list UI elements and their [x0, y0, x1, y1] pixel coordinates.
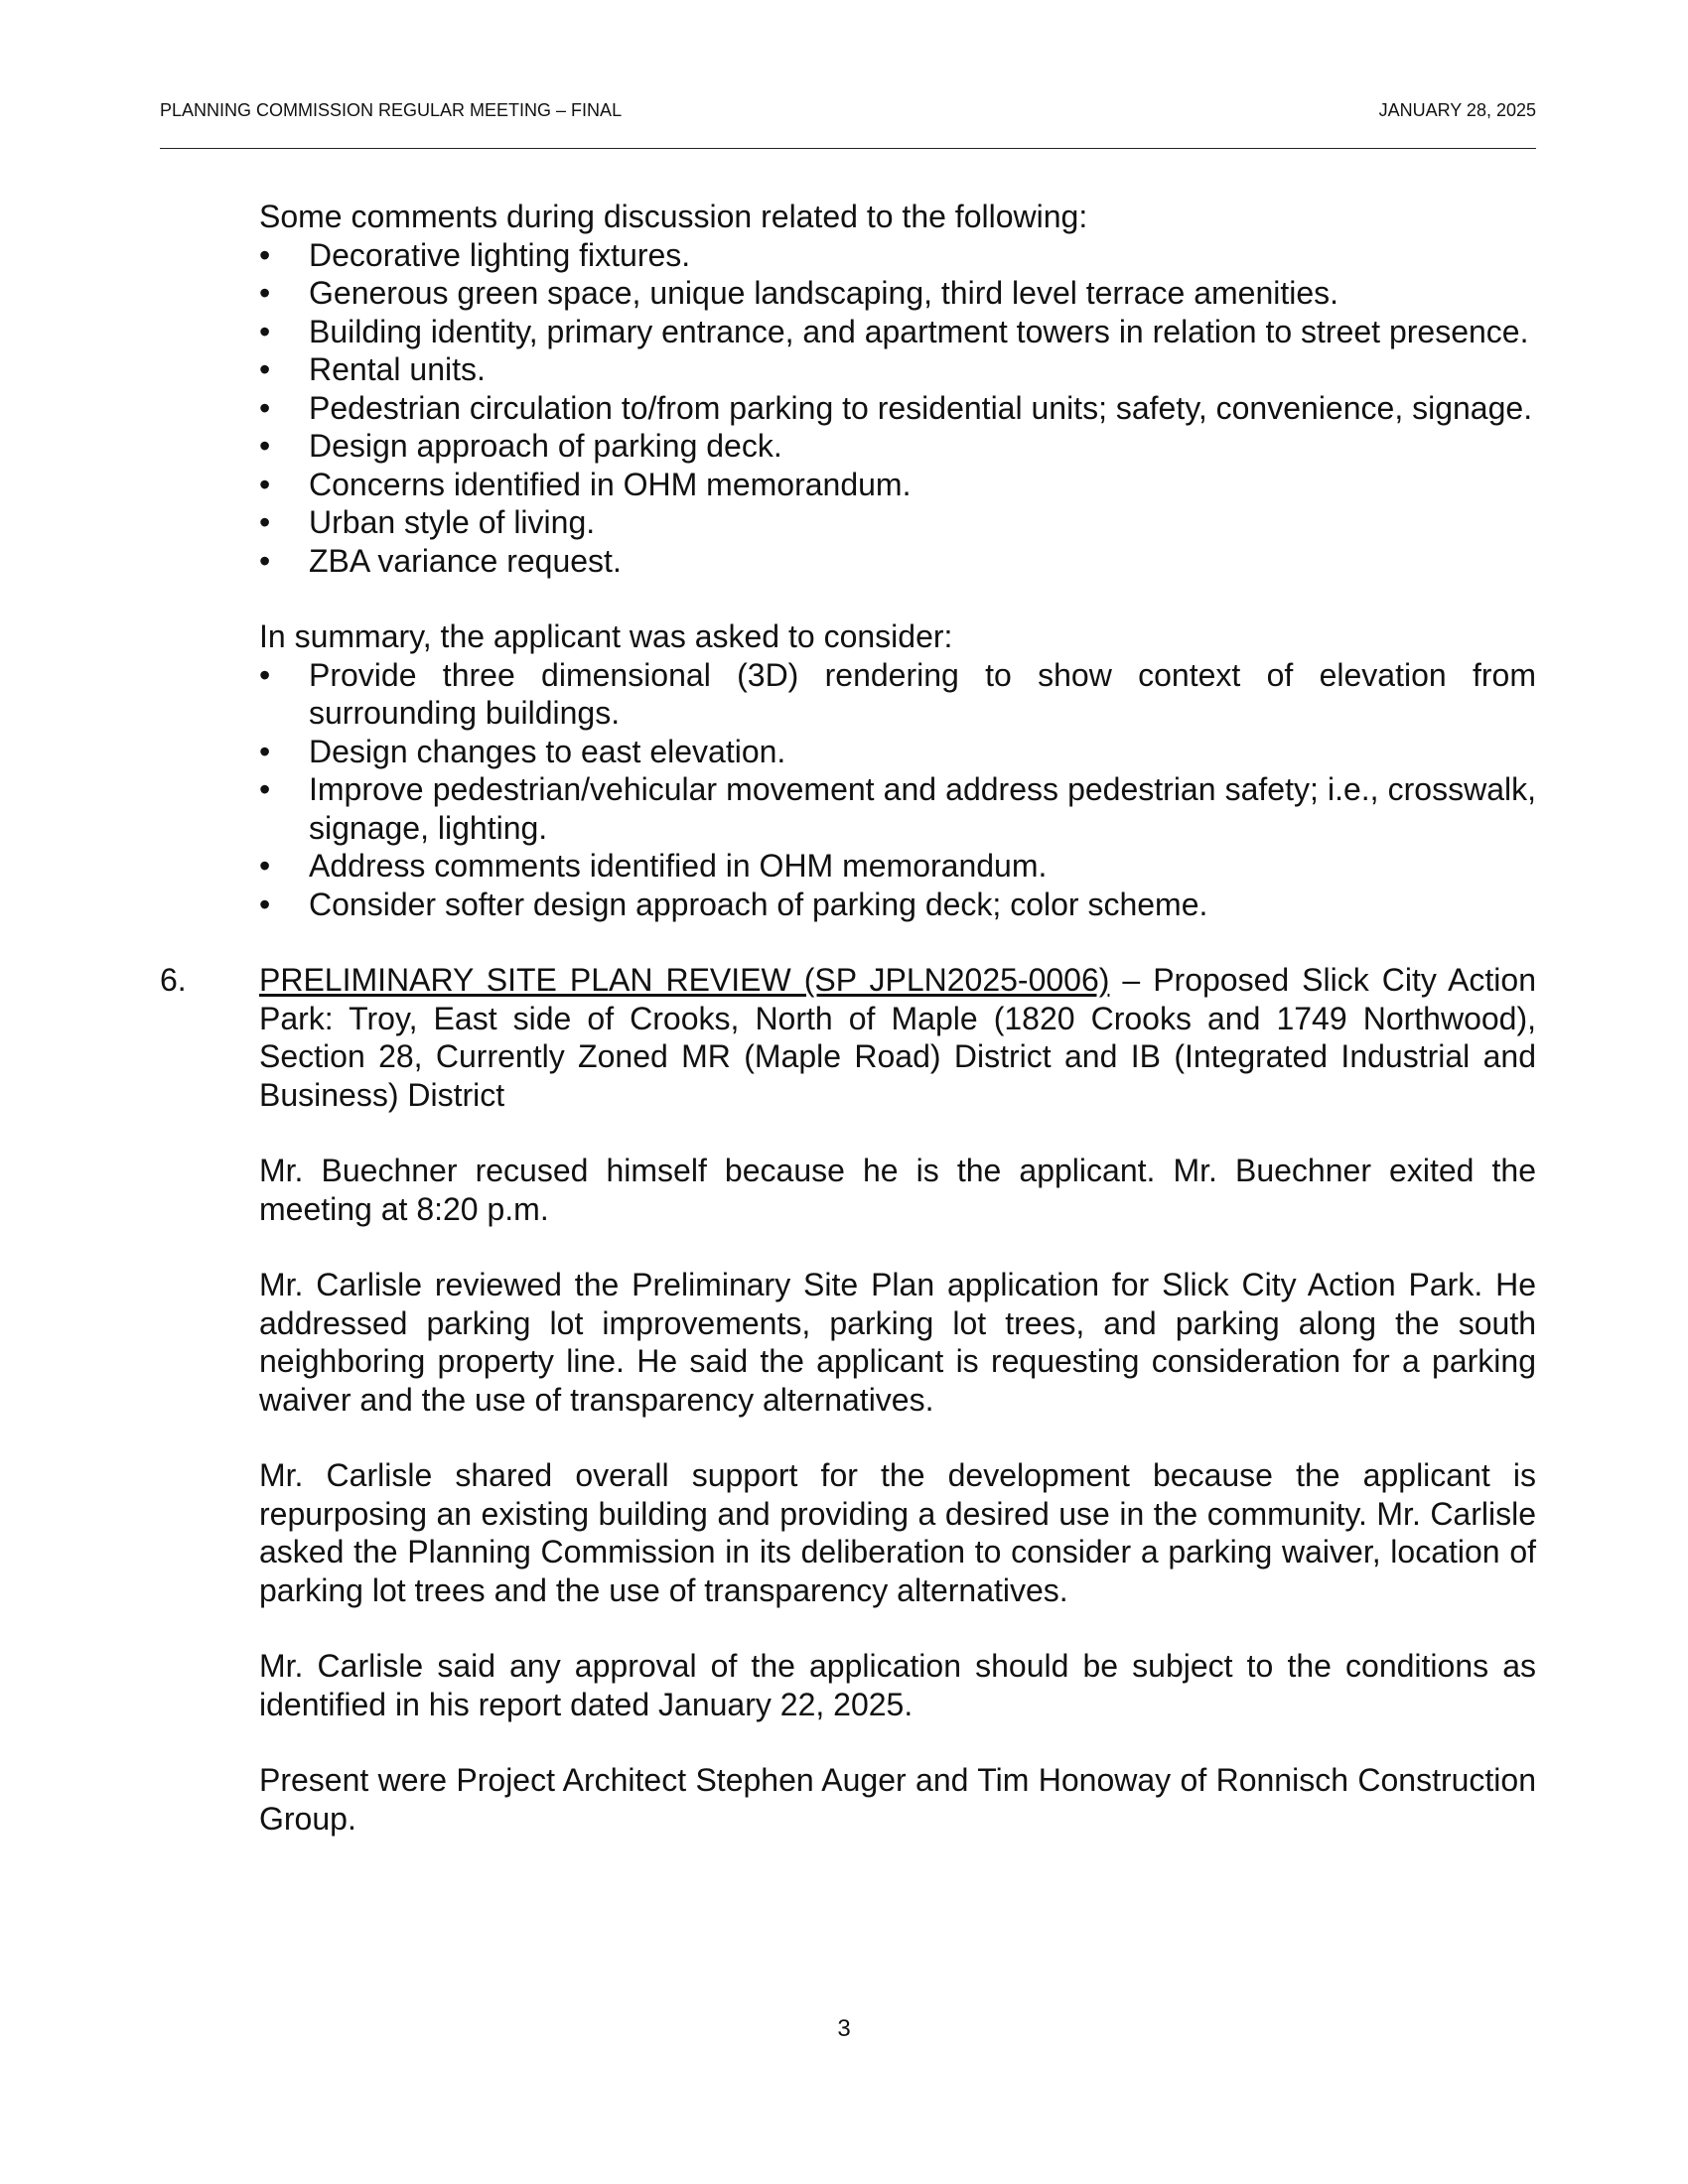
agenda-item-heading — [259, 961, 1536, 1114]
header-meeting-date: JANUARY 28, 2025 — [1378, 100, 1536, 120]
list-item: • ZBA variance request. — [259, 542, 1536, 581]
page-header — [160, 100, 1536, 121]
paragraph: Mr. Carlisle shared overall support for the development because the applicant is repurposing an existing building and providing a desired use in the community. Mr. Carlisle asked the Planning Commission in its deliberation to consider a parking waiver, location of parking lot trees and the use of transparency alternatives. — [259, 1457, 1536, 1608]
list-item: • Address comments identified in OHM memorandum. — [259, 847, 1536, 886]
document-body — [160, 198, 1536, 1838]
list-item: • Consider softer design approach of parking deck; color scheme. — [259, 886, 1536, 924]
agenda-item-title: PRELIMINARY SITE PLAN REVIEW (SP JPLN2025-0006) — [259, 962, 1110, 998]
list-item: • Decorative lighting fixtures. — [259, 236, 1536, 275]
paragraph: Mr. Carlisle reviewed the Preliminary Site Plan application for Slick City Action Park. He addressed parking lot improvements, parking lot trees, and parking along the south neighboring property line. He said the applicant is requesting consideration for a parking waiver and the use of transparency alternatives. — [259, 1267, 1536, 1418]
agenda-item-description: – Proposed Slick City Action Park: Troy, East side of Crooks, North of Maple (1820 Crooks and 1749 Northwood), Section 28, Currently Zoned MR (Maple Road) District and IB (Integrated Industrial and Business) District — [259, 962, 1537, 1113]
summary-section — [259, 617, 1536, 923]
list-item: • Urban style of living. — [259, 503, 1536, 542]
list-item: • Generous green space, unique landscaping, third level terrace amenities. — [259, 274, 1536, 313]
agenda-item-6 — [160, 961, 1536, 1838]
discussion-intro: Some comments during discussion related to the following: — [259, 199, 1088, 234]
header-divider — [160, 148, 1536, 149]
paragraph: Mr. Carlisle said any approval of the application should be subject to the conditions as identified in his report dated January 22, 2025. — [259, 1648, 1536, 1722]
list-item: • Building identity, primary entrance, and apartment towers in relation to street presence. — [259, 313, 1536, 351]
list-item: • Provide three dimensional (3D) rendering to show context of elevation from surrounding buildings. — [259, 656, 1536, 733]
list-item: • Improve pedestrian/vehicular movement and address pedestrian safety; i.e., crosswalk, signage, lighting. — [259, 770, 1536, 847]
list-item: • Pedestrian circulation to/from parking to residential units; safety, convenience, signage. — [259, 389, 1536, 428]
agenda-item-body — [259, 961, 1536, 1838]
summary-intro: In summary, the applicant was asked to consider: — [259, 618, 953, 654]
header-meeting-title: PLANNING COMMISSION REGULAR MEETING – FINAL — [160, 100, 623, 120]
list-item: • Rental units. — [259, 350, 1536, 389]
agenda-item-number: 6. — [160, 962, 187, 998]
summary-list — [259, 656, 1536, 924]
list-item: • Design changes to east elevation. — [259, 733, 1536, 771]
list-item: • Concerns identified in OHM memorandum. — [259, 466, 1536, 504]
paragraph: Present were Project Architect Stephen Auger and Tim Honoway of Ronnisch Construction Group. — [259, 1762, 1536, 1837]
list-item: • Design approach of parking deck. — [259, 427, 1536, 466]
paragraph: Mr. Buechner recused himself because he is the applicant. Mr. Buechner exited the meeting at 8:20 p.m. — [259, 1153, 1536, 1227]
page-number: 3 — [837, 2015, 851, 2042]
discussion-section — [259, 198, 1536, 580]
discussion-list — [259, 236, 1536, 581]
